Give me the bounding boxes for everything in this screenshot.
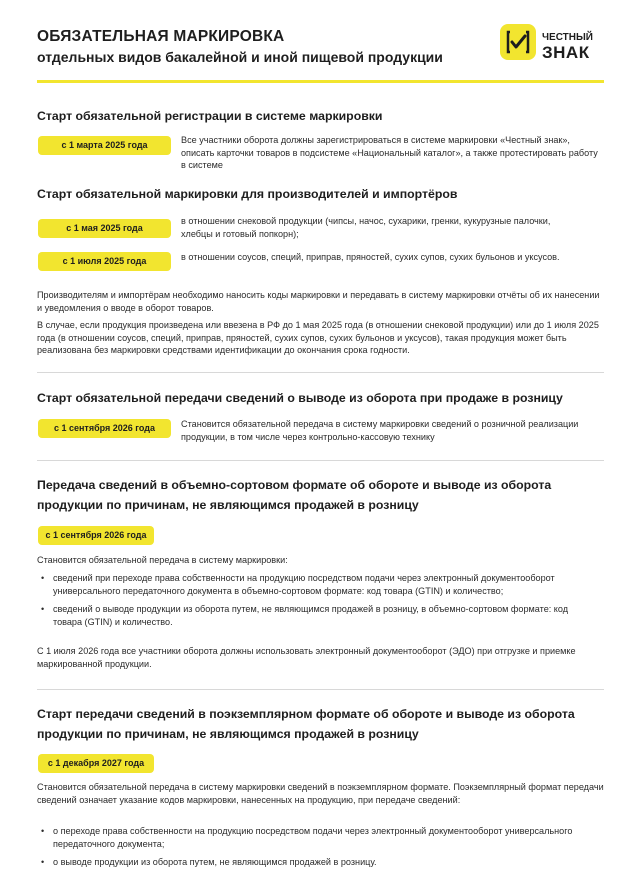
section-text: в отношении снековой продукции (чипсы, начос, сухарики, гренки, кукурузные палочки, хлебцы и готовый попкорн); (181, 216, 551, 239)
section-heading-line1: Старт передачи сведений в поэкземплярном формате об обороте и выводе из оборота (37, 707, 575, 721)
logo (500, 24, 600, 68)
divider (37, 372, 604, 373)
bullet-list (37, 572, 597, 628)
date-badge: с 1 марта 2025 года (38, 136, 171, 155)
logo-mark-icon (500, 24, 536, 60)
list-item-text: сведений о выводе продукции из оборота путем, не являющимся продажей в розницу, в объемно-сортовом формате: код товара (GTIN) и количество. (53, 604, 569, 627)
list-item (37, 572, 597, 597)
date-badge: с 1 декабря 2027 года (38, 754, 154, 773)
paragraph: С 1 июля 2026 года все участники оборота должны использовать электронный документооборот (ЭДО) при отгрузке и приемке маркированной продукции. (37, 646, 576, 669)
section-item-level-format (37, 705, 604, 880)
section-production-marking (37, 185, 604, 365)
bullet-icon: • (41, 857, 45, 868)
logo-text-bottom: ЗНАК (542, 43, 590, 62)
section-text: Все участники оборота должны зарегистрироваться в системе маркировки «Честный знак», описать карточки товаров в подсистеме «Национальный каталог», а также протестировать работу в системе (181, 135, 598, 171)
section-volume-sort-format (37, 476, 604, 686)
section-text: Становится обязательной передача в систему маркировки сведений о розничной реализации продукции, в том числе через контрольно-кассовую технику (181, 419, 579, 442)
list-item (37, 603, 597, 628)
section-registration (37, 107, 604, 182)
section-heading-line2: продукции по причинам, не являющимся продажей в розницу (37, 498, 419, 512)
date-badge: с 1 сентября 2026 года (38, 419, 171, 438)
bullet-icon: • (41, 826, 45, 836)
page-subtitle: отдельных видов бакалейной и иной пищевой продукции (37, 49, 443, 65)
paragraph: В случае, если продукция произведена или ввезена в РФ до 1 мая 2025 года (в отношении снековой продукции) или до 1 июля 2025 года (в отношении соусов, специй, приправ, пряностей, сухих супов, сухих бульонов и уксусов), такая продукция может быть реализована без маркировки средствами идентификации до окончания срока годности. (37, 320, 599, 356)
divider (37, 460, 604, 461)
page-title: ОБЯЗАТЕЛЬНАЯ МАРКИРОВКА (37, 28, 285, 45)
section-heading: Старт обязательной регистрации в системе маркировки (37, 109, 383, 123)
list-item-text: о переходе права собственности на продукцию посредством подачи через электронный документооборот универсального передаточного документа; (53, 826, 573, 849)
bullet-list (37, 825, 597, 869)
logo-text-top: ЧЕСТНЫЙ (542, 32, 593, 43)
section-heading-line2: продукции по причинам, не являющимся продажей в розницу (37, 727, 419, 741)
list-item-text: о выводе продукции из оборота путем, не являющимся продажей в розницу. (53, 857, 377, 868)
section-heading-line1: Передача сведений в объемно-сортовом формате об обороте и выводе из оборота (37, 478, 552, 492)
section-heading: Старт обязательной маркировки для производителей и импортёров (37, 187, 458, 201)
list-item (37, 825, 597, 850)
section-heading: Старт обязательной передачи сведений о выводе из оборота при продаже в розницу (37, 391, 563, 405)
paragraph: Становится обязательной передача в систему маркировки сведений в поэкземплярном формате. Поэкземплярный формат передачи сведений означает указание кодов маркировки, нанесенных на продукцию, при передаче сведений: (37, 782, 604, 805)
section-retail-withdrawal (37, 389, 604, 451)
date-badge: с 1 июля 2025 года (38, 252, 171, 271)
divider (37, 689, 604, 690)
list-item (37, 856, 597, 869)
list-item-text: сведений при переходе права собственности на продукцию посредством подачи через электронный документооборот универсального передаточного документа в объемно-сортовом формате: код товара (GTIN) и количество; (53, 573, 555, 596)
bullet-icon: • (41, 573, 45, 583)
header (37, 0, 604, 83)
paragraph: Производителям и импортёрам необходимо наносить коды маркировки и передавать в систему маркировки отчёты об их нанесении и уведомления о вводе в оборот товаров. (37, 290, 600, 313)
bullet-icon: • (41, 604, 45, 615)
paragraph: Становится обязательной передача в систему маркировки: (37, 555, 288, 565)
date-badge: с 1 мая 2025 года (38, 219, 171, 238)
section-text: в отношении соусов, специй, приправ, пряностей, сухих супов, сухих бульонов и уксусов. (181, 252, 560, 262)
date-badge: с 1 сентября 2026 года (38, 526, 154, 545)
